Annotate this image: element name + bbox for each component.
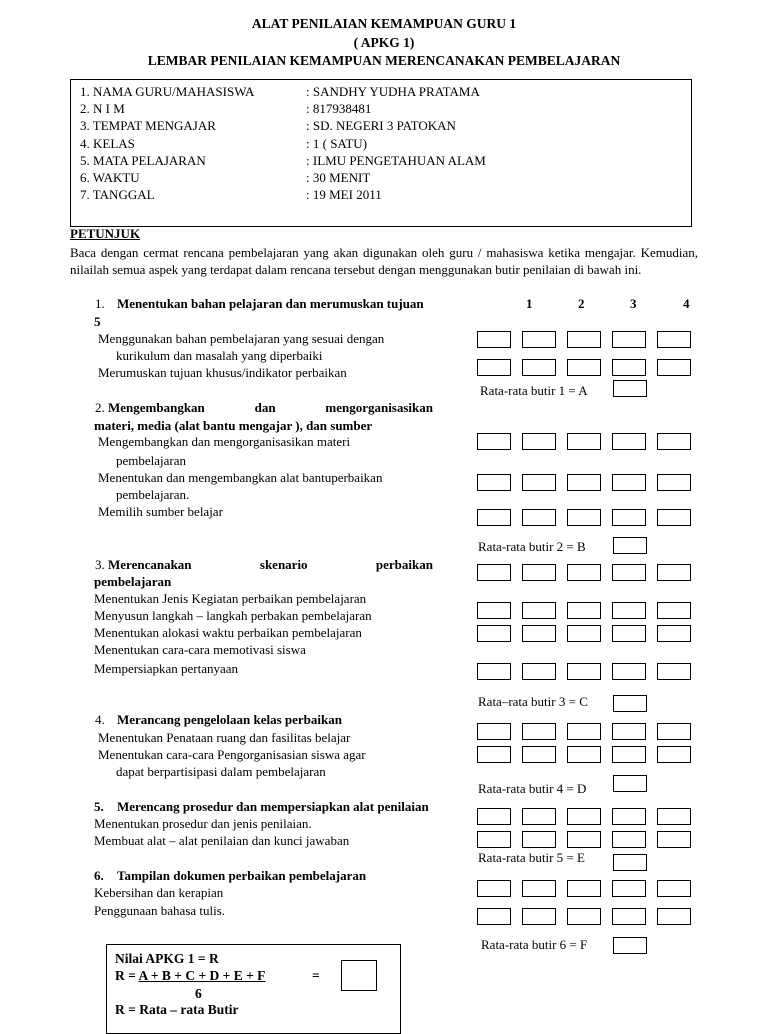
section1-item2: Merumuskan tujuan khusus/indikator perbaikan [98,365,347,380]
rating-box-s1-row1-score1[interactable] [477,331,511,348]
rating-box-s1-row2-score2[interactable] [522,359,556,376]
rating-box-s4-row11-score4[interactable] [612,746,646,763]
section1-title: Menentukan bahan pelajaran dan merumuskan tujuan [117,296,424,311]
rating-box-s6-row15-score1[interactable] [477,908,511,925]
info-label-school: 3. TEMPAT MENGAJAR [80,118,216,133]
formula-denominator: 6 [195,986,202,1001]
rating-box-s6-row14-score4[interactable] [612,880,646,897]
scale-label-2: 2 [578,296,585,311]
rating-box-s1-row2-score5[interactable] [657,359,691,376]
rating-box-s3-row8-score1[interactable] [477,625,511,642]
rating-box-s2-row4-score2[interactable] [522,474,556,491]
section2-word3: mengorganisasikan [325,400,433,415]
rating-box-s5-row13-score2[interactable] [522,831,556,848]
rating-box-s2-row3-score1[interactable] [477,433,511,450]
rating-box-s1-row1-score5[interactable] [657,331,691,348]
section2-item2-cont: pembelajaran. [116,487,190,502]
section6-item2: Penggunaan bahasa tulis. [94,903,226,918]
rating-box-s6-row15-score3[interactable] [567,908,601,925]
formula-numerator: A + B + C + D + E + F [138,968,266,983]
rating-box-s3-row8-score4[interactable] [612,625,646,642]
section6-number: 6. [94,868,104,883]
section2-number-word: 2. Mengembangkan [95,400,205,415]
info-value-class: : 1 ( SATU) [306,136,368,151]
rating-box-s3-row6-score4[interactable] [612,564,646,581]
info-label-date: 7. TANGGAL [80,187,155,202]
section3-number-word: 3. Merencanakan [95,557,192,572]
section3-title-line1 [95,557,433,573]
rating-box-s4-row11-score2[interactable] [522,746,556,763]
section6-average-label: Rata-rata butir 6 = F [481,937,588,952]
section1-number: 1. [95,296,105,311]
rating-box-s3-row7-score4[interactable] [612,602,646,619]
average-box-e[interactable] [613,854,647,871]
info-value-time: : 30 MENIT [306,170,371,185]
rating-box-s1-row1-score3[interactable] [567,331,601,348]
section2-item3: Memilih sumber belajar [98,504,223,519]
rating-box-s2-row3-score5[interactable] [657,433,691,450]
section3-item2: Menyusun langkah – langkah perbakan pembelajaran [94,608,372,623]
section1-average-label: Rata-rata butir 1 = A [480,383,588,398]
rating-box-s3-row8-score3[interactable] [567,625,601,642]
section1-item1: Menggunakan bahan pembelajaran yang sesuai dengan [98,331,385,346]
rating-box-s4-row10-score1[interactable] [477,723,511,740]
rating-box-s2-row4-score1[interactable] [477,474,511,491]
section5-title: Merencang prosedur dan mempersiapkan alat penilaian [117,799,429,814]
scale-label-1: 1 [526,296,533,311]
info-value-school: : SD. NEGERI 3 PATOKAN [306,118,456,133]
section3-item1: Menentukan Jenis Kegiatan perbaikan pembelajaran [94,591,367,606]
section3-word2: skenario [259,557,308,572]
rating-box-s5-row12-score3[interactable] [567,808,601,825]
rating-box-s2-row5-score4[interactable] [612,509,646,526]
formula-box [106,944,401,1034]
section2-title-line1 [95,400,433,416]
section2-average-label: Rata-rata butir 2 = B [478,539,586,554]
rating-box-s6-row15-score5[interactable] [657,908,691,925]
scale-label-4: 4 [683,296,690,311]
section4-item2-cont: dapat berpartisipasi dalam pembelajaran [116,764,326,779]
rating-box-s6-row14-score1[interactable] [477,880,511,897]
rating-box-s4-row11-score5[interactable] [657,746,691,763]
rating-box-s1-row2-score3[interactable] [567,359,601,376]
rating-box-s5-row13-score5[interactable] [657,831,691,848]
form-title-line1: ALAT PENILAIAN KEMAMPUAN GURU 1 [251,16,517,31]
section5-average-label: Rata-rata butir 5 = E [478,850,585,865]
average-box-f[interactable] [613,937,647,954]
rating-box-s2-row4-score5[interactable] [657,474,691,491]
section2-item1-cont: pembelajaran [116,453,187,468]
rating-box-s5-row12-score2[interactable] [522,808,556,825]
section5-item2: Membuat alat – alat penilaian dan kunci jawaban [94,833,350,848]
instructions-heading: PETUNJUK [70,226,141,241]
section2-item1: Mengembangkan dan mengorganisasikan materi [98,434,351,449]
rating-box-s5-row13-score3[interactable] [567,831,601,848]
rating-box-s1-row1-score4[interactable] [612,331,646,348]
section3-title-line2: pembelajaran [94,574,172,589]
section1-item1-cont: kurikulum dan masalah yang diperbaiki [116,348,323,363]
info-label-nim: 2. N I M [80,101,125,116]
scale-label-5: 5 [94,314,101,329]
rating-box-s6-row14-score5[interactable] [657,880,691,897]
rating-box-s1-row1-score2[interactable] [522,331,556,348]
rating-box-s5-row13-score4[interactable] [612,831,646,848]
rating-box-s3-row7-score1[interactable] [477,602,511,619]
info-value-nim: : 817938481 [306,101,372,116]
rating-box-s4-row10-score4[interactable] [612,723,646,740]
rating-box-s1-row2-score4[interactable] [612,359,646,376]
section3-average-label: Rata–rata butir 3 = C [478,694,588,709]
rating-box-s3-row9-score1[interactable] [477,663,511,680]
rating-box-s2-row5-score5[interactable] [657,509,691,526]
rating-box-s6-row15-score4[interactable] [612,908,646,925]
info-label-name: 1. NAMA GURU/MAHASISWA [80,84,255,99]
section3-item5: Mempersiapkan pertanyaan [94,661,239,676]
average-box-a[interactable] [613,380,647,397]
rating-box-s1-row2-score1[interactable] [477,359,511,376]
section4-number: 4. [95,712,105,727]
section2-word2: dan [254,400,276,415]
rating-box-s2-row5-score2[interactable] [522,509,556,526]
info-label-class: 4. KELAS [80,136,135,151]
rating-box-s5-row12-score4[interactable] [612,808,646,825]
section3-item4: Menentukan cara-cara memotivasi siswa [94,642,306,657]
rating-box-s3-row6-score3[interactable] [567,564,601,581]
rating-box-s3-row9-score4[interactable] [612,663,646,680]
rating-box-s2-row3-score2[interactable] [522,433,556,450]
form-title-line3: LEMBAR PENILAIAN KEMAMPUAN MERENCANAKAN PEMBELAJARAN [147,53,621,68]
rating-box-s2-row4-score3[interactable] [567,474,601,491]
rating-box-s6-row14-score2[interactable] [522,880,556,897]
rating-box-s2-row3-score3[interactable] [567,433,601,450]
section4-item2: Menentukan cara-cara Pengorganisasian siswa agar [98,747,366,762]
info-value-date: : 19 MEI 2011 [306,187,382,202]
rating-box-s4-row10-score3[interactable] [567,723,601,740]
section3-item3: Menentukan alokasi waktu perbaikan pembelajaran [94,625,362,640]
info-value-subject: : ILMU PENGETAHUAN ALAM [306,153,486,168]
rating-box-s4-row11-score1[interactable] [477,746,511,763]
rating-box-s4-row10-score2[interactable] [522,723,556,740]
section4-average-label: Rata-rata butir 4 = D [478,781,587,796]
rating-box-s3-row8-score2[interactable] [522,625,556,642]
rating-box-s5-row12-score5[interactable] [657,808,691,825]
formula-line1: Nilai APKG 1 = R [115,951,219,966]
section2-item2: Menentukan dan mengembangkan alat bantuperbaikan [98,470,383,485]
rating-box-s2-row4-score4[interactable] [612,474,646,491]
formula-line4: R = Rata – rata Butir [115,1002,239,1017]
rating-box-s5-row13-score1[interactable] [477,831,511,848]
section4-item1: Menentukan Penataan ruang dan fasilitas belajar [98,730,351,745]
rating-box-s3-row9-score2[interactable] [522,663,556,680]
rating-box-s3-row6-score5[interactable] [657,564,691,581]
section5-item1: Menentukan prosedur dan jenis penilaian. [94,816,312,831]
rating-box-s3-row7-score5[interactable] [657,602,691,619]
form-title-line2: ( APKG 1) [353,35,415,50]
section5-number: 5. [94,799,104,814]
section4-title: Merancang pengelolaan kelas perbaikan [117,712,342,727]
rating-box-s3-row6-score2[interactable] [522,564,556,581]
rating-box-s2-row3-score4[interactable] [612,433,646,450]
info-label-subject: 5. MATA PELAJARAN [80,153,206,168]
rating-box-s3-row9-score3[interactable] [567,663,601,680]
section2-title-line2: materi, media (alat bantu mengajar ), dan sumber [94,418,373,433]
rating-box-s3-row8-score5[interactable] [657,625,691,642]
section6-title: Tampilan dokumen perbaikan pembelajaran [117,868,367,883]
section6-item1: Kebersihan dan kerapian [94,885,224,900]
info-label-time: 6. WAKTU [80,170,140,185]
average-box-c[interactable] [613,695,647,712]
rating-box-s4-row10-score5[interactable] [657,723,691,740]
rating-box-s6-row15-score2[interactable] [522,908,556,925]
rating-box-s4-row11-score3[interactable] [567,746,601,763]
scale-label-3: 3 [630,296,637,311]
rating-box-s3-row7-score2[interactable] [522,602,556,619]
rating-box-s2-row5-score3[interactable] [567,509,601,526]
rating-box-s6-row14-score3[interactable] [567,880,601,897]
rating-box-s2-row5-score1[interactable] [477,509,511,526]
rating-box-s5-row12-score1[interactable] [477,808,511,825]
rating-box-s3-row6-score1[interactable] [477,564,511,581]
instructions-text: Baca dengan cermat rencana pembelajaran yang akan digunakan oleh guru / mahasiswa ketika mengajar. Kemudian, nilailah semua aspek yang terdapat dalam rencana tersebut dengan menggunakan butir penilaian di bawah ini. [70,245,698,277]
info-value-name: : SANDHY YUDHA PRATAMA [306,84,480,99]
section3-word3: perbaikan [375,557,433,572]
rating-box-s3-row9-score5[interactable] [657,663,691,680]
rating-box-s3-row7-score3[interactable] [567,602,601,619]
average-box-b[interactable] [613,537,647,554]
formula-equals: = [312,968,320,983]
average-box-d[interactable] [613,775,647,792]
formula-line2: R = A + B + C + D + E + F [115,968,266,983]
final-score-box[interactable] [341,960,377,991]
